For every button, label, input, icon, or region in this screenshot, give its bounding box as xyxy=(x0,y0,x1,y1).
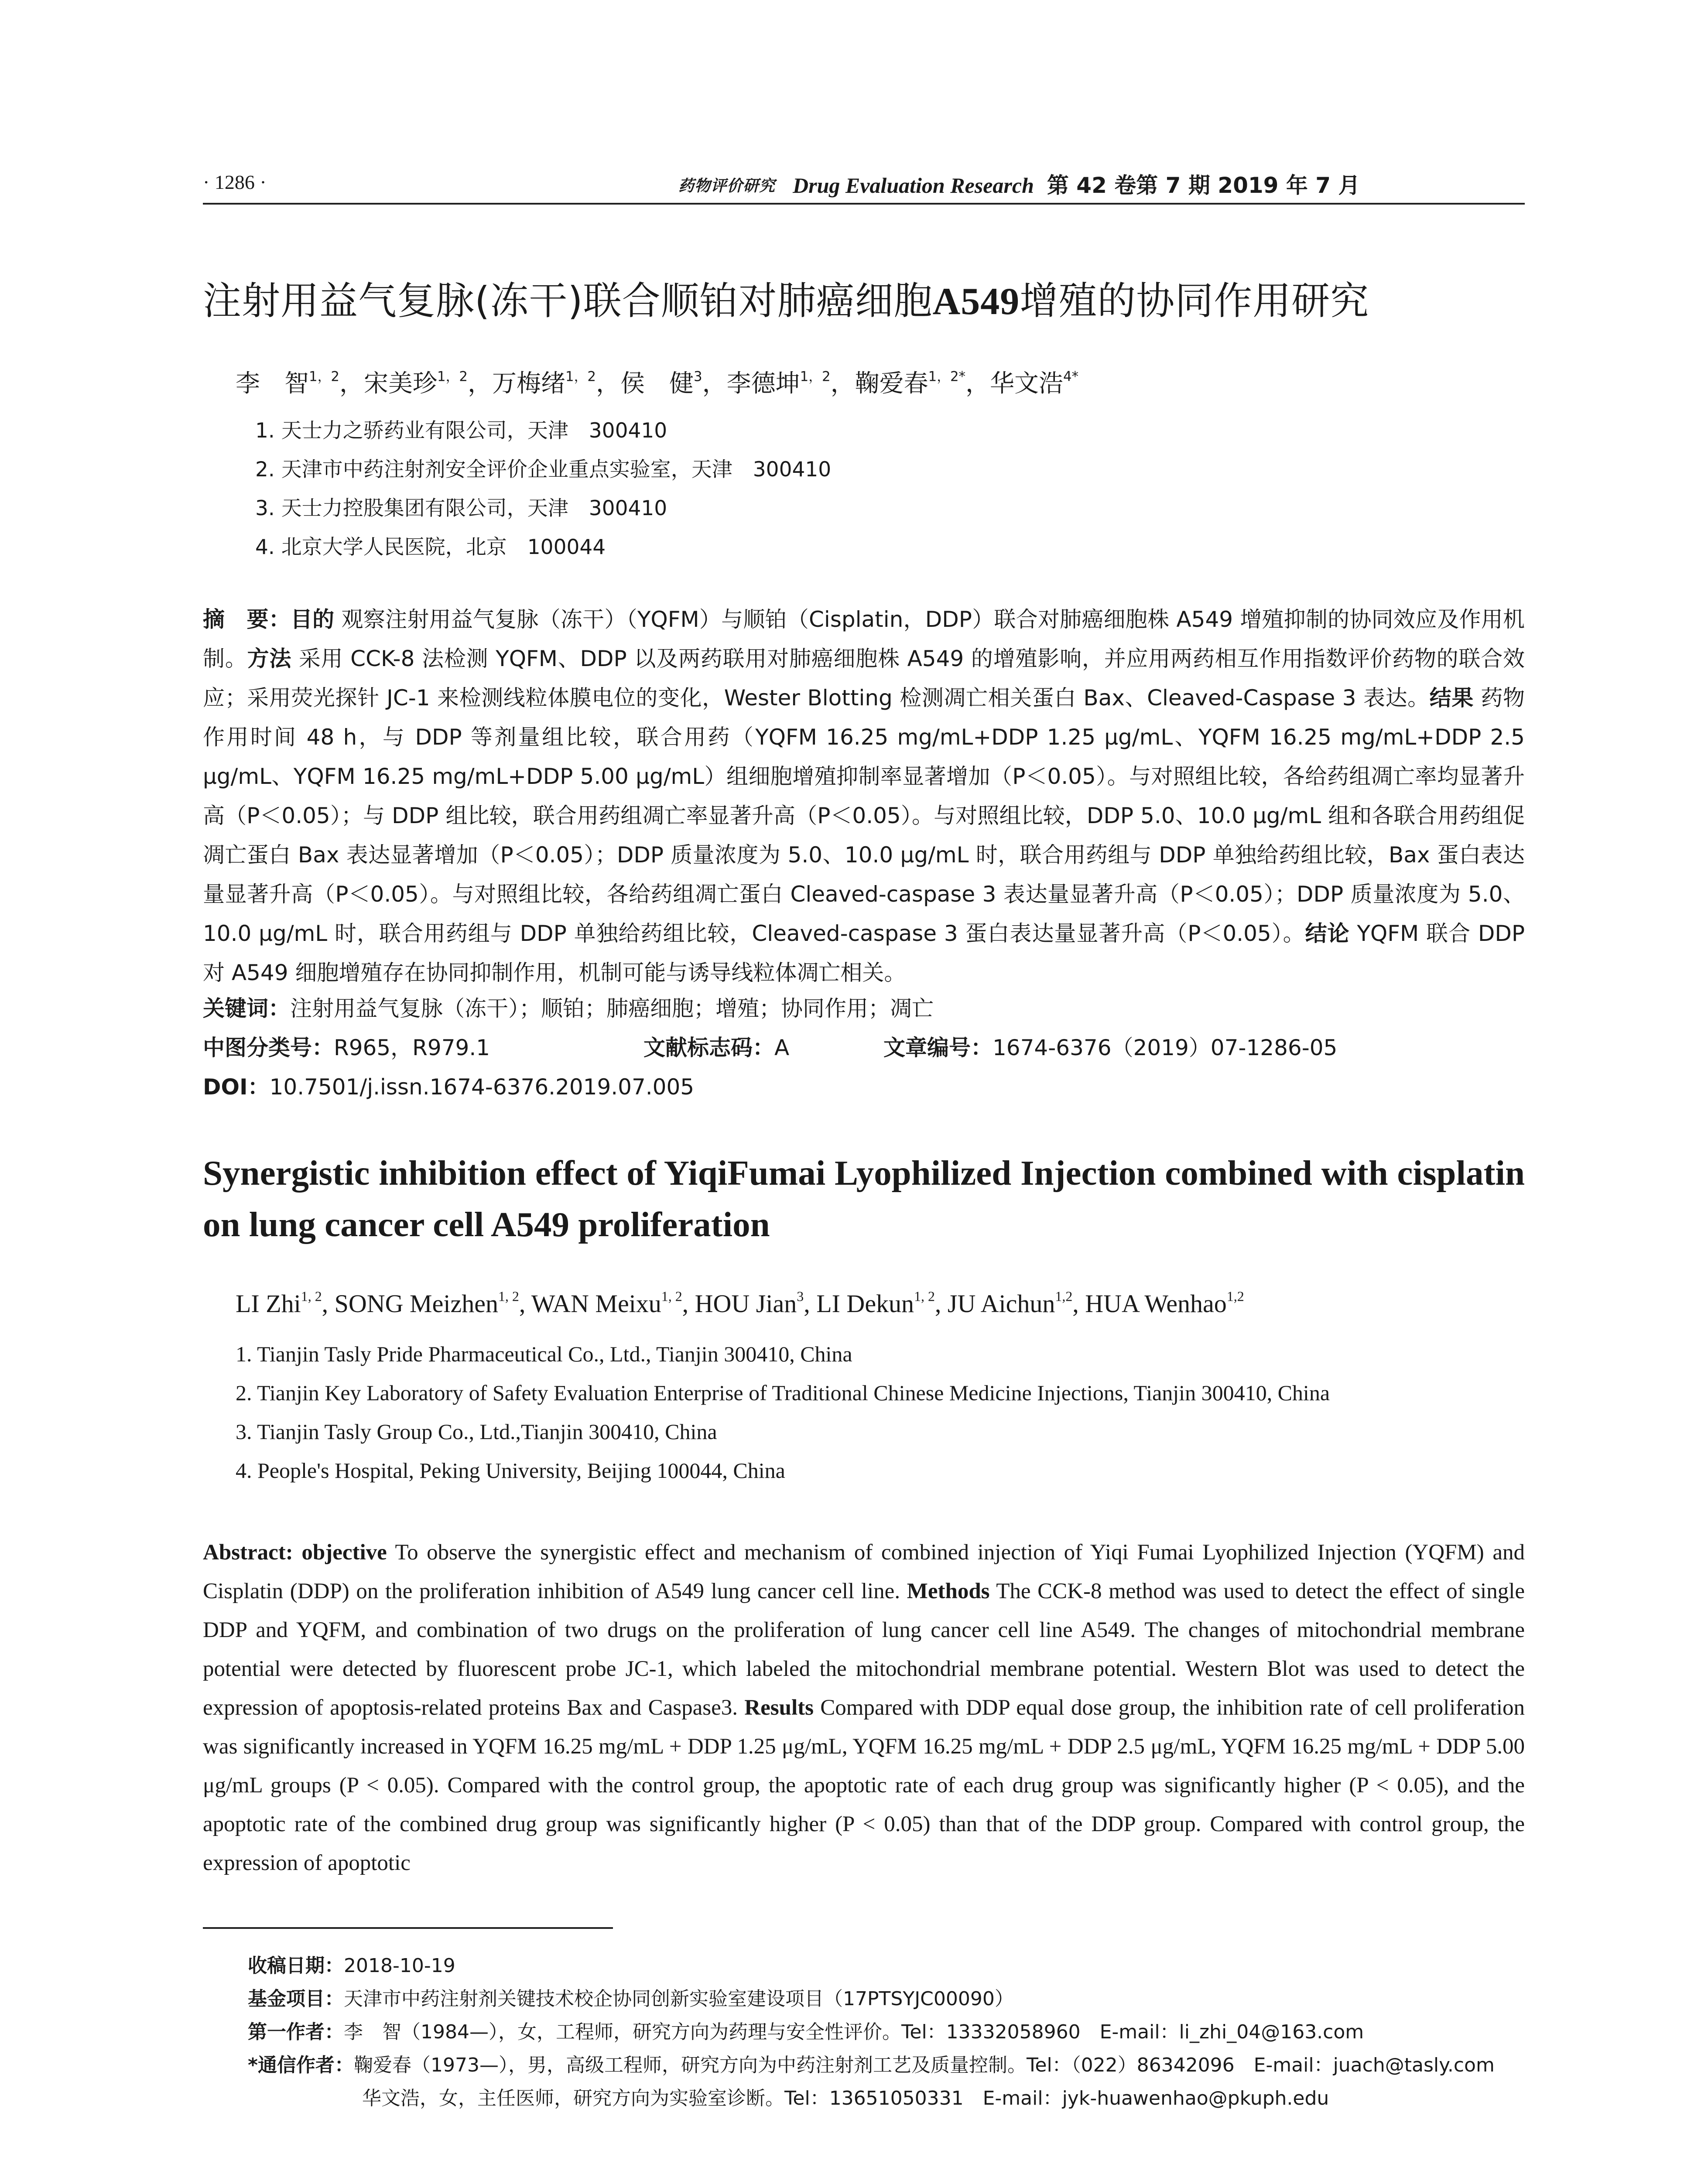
results-label: 结果 xyxy=(1429,685,1474,711)
journal-logo: 药物评价研究 xyxy=(678,177,776,195)
affiliation-en: 2. Tianjin Key Laboratory of Safety Evaluation Enterprise of Traditional Chinese Medicine Injections, Tianjin 300410, China xyxy=(236,1381,1330,1405)
objective-en-text: To observe the synergistic effect and mechanism of combined injection of Yiqi Fumai Lyophilized Injection (YQFM) and Cisplatin (DDP) on the proliferation inhibition of A549 lung cancer cell line. xyxy=(203,1540,1525,1603)
author-en: SONG Meizhen$^{1, 2}$, xyxy=(334,1289,531,1318)
abstract-en xyxy=(203,1533,1525,1883)
author-en: WAN Meixu$^{1, 2}$, xyxy=(531,1289,695,1318)
journal-issue: 第 42 卷第 7 期 2019 年 7 月 xyxy=(1047,173,1360,198)
author-en: HOU Jian$^3$, xyxy=(695,1289,817,1318)
running-header xyxy=(203,168,1525,198)
title-cn-cell: A549 xyxy=(932,280,1020,323)
affiliation-cn: 2. 天津市中药注射剂安全评价企业重点实验室，天津 300410 xyxy=(255,458,832,482)
title-cn-part2: 增殖的协同作用研究 xyxy=(1020,278,1369,323)
abstract-cn xyxy=(203,600,1525,992)
results-text: 药物作用时间 48 h，与 DDP 等剂量组比较，联合用药（YQFM 16.25 mg/mL+DDP 1.25 μg/mL、YQFM 16.25 mg/mL+DDP 2.5 μg/mL、YQFM 16.25 mg/mL+DDP 5.00 μg/mL）组细胞增殖抑制率显著增加（P＜0.05）。与对照组比较，各给药组凋亡率均显著升高（P＜0.05）；与 DDP 组比较，联合用药组凋亡率显著升高（P＜0.05）。与对照组比较，DDP 5.0、10.0 μg/mL 组和各联合用药组促凋亡蛋白 Bax 表达显著增加（P＜0.05）；DDP 质量浓度为 5.0、10.0 μg/mL 时，联合用药组与 DDP 单独给药组比较，Bax 蛋白表达量显著升高（P＜0.05）。与对照组比较，各给药组凋亡蛋白 Cleaved-caspase 3 表达量显著升高（P＜0.05）；DDP 质量浓度为 5.0、10.0 μg/mL 时，联合用药组与 DDP 单独给药组比较，Cleaved-caspase 3 蛋白表达量显著升高（P＜0.05）。 xyxy=(203,685,1525,946)
article-number: 文章编号：1674-6376（2019）07-1286-05 xyxy=(883,1035,1338,1060)
conclusion-text: YQFM 联合 DDP 对 A549 细胞增殖存在协同抑制作用，机制可能与诱导线粒体凋亡相关。 xyxy=(203,921,1525,985)
methods-label: 方法 xyxy=(247,646,292,671)
document-code: 文献标志码：A xyxy=(643,1035,790,1060)
footnote-rule xyxy=(203,1927,613,1929)
authors-en xyxy=(236,1289,1244,1318)
author-en: LI Zhi$^{1, 2}$, xyxy=(236,1289,335,1318)
footnote-corresponding-2: 华文浩，女，主任医师，研究方向为实验室诊断。Tel：13651050331 E-mail：jyk-huawenhao@pkuph.edu xyxy=(362,2087,1329,2109)
title-cn-part1: 注射用益气复脉(冻干)联合顺铂对肺癌细胞 xyxy=(203,278,933,323)
affiliation-en: 3. Tianjin Tasly Group Co., Ltd.,Tianjin 300410, China xyxy=(236,1419,717,1444)
objective-en-label: objective xyxy=(301,1540,387,1565)
title-cn xyxy=(203,270,1369,325)
author-cn: 宋美珍$^{1,2}$， xyxy=(364,369,492,398)
methods-text: 采用 CCK-8 法检测 YQFM、DDP 以及两药联用对肺癌细胞株 A549 的增殖影响，并应用两药相互作用指数评价药物的联合效应；采用荧光探针 JC-1 来检测线粒体膜电位的变化，Wester Blotting 检测凋亡相关蛋白 Bax、Cleaved-Caspase 3 表达。 xyxy=(203,646,1525,711)
abstract-en-label: Abstract: xyxy=(203,1540,293,1565)
author-cn: 侯 健$^3$， xyxy=(620,369,727,398)
results-en-label: Results xyxy=(744,1696,814,1720)
results-en-text: Compared with DDP equal dose group, the inhibition rate of cell proliferation was significantly increased in YQFM 16.25 mg/mL + DDP 1.25 μg/mL, YQFM 16.25 mg/mL + DDP 2.5 μg/mL, YQFM 16.25 mg/mL + DDP 5.00 μg/mL groups (P < 0.05). Compared with the control group, the apoptotic rate of each drug group was significantly higher (P < 0.05), and the apoptotic rate of the combined drug group was significantly higher (P < 0.05) than that of the DDP group. Compared with control group, the expression of apoptotic xyxy=(203,1696,1525,1875)
abstract-cn-label: 摘 要： xyxy=(203,607,291,632)
journal-name: Drug Evaluation Research xyxy=(793,173,1034,198)
author-en: HUA Wenhao$^{1,2}$ xyxy=(1085,1289,1244,1318)
author-en: JU Aichun$^{1,2}$, xyxy=(947,1289,1085,1318)
affiliation-en: 1. Tianjin Tasly Pride Pharmaceutical Co., Ltd., Tianjin 300410, China xyxy=(236,1342,852,1366)
footnote-first-author: 第一作者：李 智（1984—），女，工程师，研究方向为药理与安全性评价。Tel：13332058960 E-mail：li_zhi_04@163.com xyxy=(248,2021,1364,2043)
affiliation-cn: 4. 北京大学人民医院，北京 100044 xyxy=(255,535,606,559)
objective-text: 观察注射用益气复脉（冻干）（YQFM）与顺铂（Cisplatin，DDP）联合对肺癌细胞株 A549 增殖抑制的协同效应及作用机制。 xyxy=(203,607,1525,671)
author-cn: 鞠爱春$^{1,2*}$， xyxy=(855,369,990,398)
keywords-cn: 关键词：注射用益气复脉（冻干）；顺铂；肺癌细胞；增殖；协同作用；凋亡 xyxy=(203,996,934,1021)
author-cn: 华文浩$^{4*}$ xyxy=(990,369,1078,398)
objective-label: 目的 xyxy=(290,607,335,632)
footnote-received: 收稿日期：2018-10-19 xyxy=(248,1955,455,1977)
clc: 中图分类号：R965，R979.1 xyxy=(203,1035,490,1060)
methods-en-label: Methods xyxy=(907,1579,990,1603)
header-rule xyxy=(203,203,1525,205)
authors-cn xyxy=(236,364,1078,399)
footnote-fund: 基金项目：天津市中药注射剂关键技术校企协同创新实验室建设项目（17PTSYJC00090） xyxy=(248,1988,1014,2010)
methods-en-text: The CCK-8 method was used to detect the effect of single DDP and YQFM, and combination of two drugs on the proliferation of lung cancer cell line A549. The changes of mitochondrial membrane potential were detected by fluorescent probe JC-1, which labeled the mitochondrial membrane potential. Western Blot was used to detect the expression of apoptosis-related proteins Bax and Caspase3. xyxy=(203,1579,1525,1720)
author-en: LI Dekun$^{1, 2}$, xyxy=(816,1289,948,1318)
classification-line xyxy=(203,1030,490,1062)
doi: DOI：10.7501/j.issn.1674-6376.2019.07.005 xyxy=(203,1074,695,1100)
title-en: Synergistic inhibition effect of YiqiFumai Lyophilized Injection combined with cisplatin on lung cancer cell A549 proliferation xyxy=(203,1153,1525,1244)
footnote-corresponding: *通信作者：鞠爱春（1973—），男，高级工程师，研究方向为中药注射剂工艺及质量控制。Tel：（022）86342096 E-mail：juach@tasly.com xyxy=(248,2054,1495,2076)
journal-info xyxy=(678,168,1360,199)
author-cn: 李 智$^{1,2}$， xyxy=(236,369,364,398)
conclusion-label: 结论 xyxy=(1305,921,1350,946)
affiliation-cn: 1. 天士力之骄药业有限公司，天津 300410 xyxy=(255,419,667,443)
author-cn: 万梅绪$^{1,2}$， xyxy=(492,369,620,398)
page-number: · 1286 · xyxy=(203,171,267,193)
affiliation-en: 4. People's Hospital, Peking University, Beijing 100044, China xyxy=(236,1458,785,1483)
affiliation-cn: 3. 天士力控股集团有限公司，天津 300410 xyxy=(255,496,667,520)
author-cn: 李德坤$^{1,2}$， xyxy=(726,369,855,398)
